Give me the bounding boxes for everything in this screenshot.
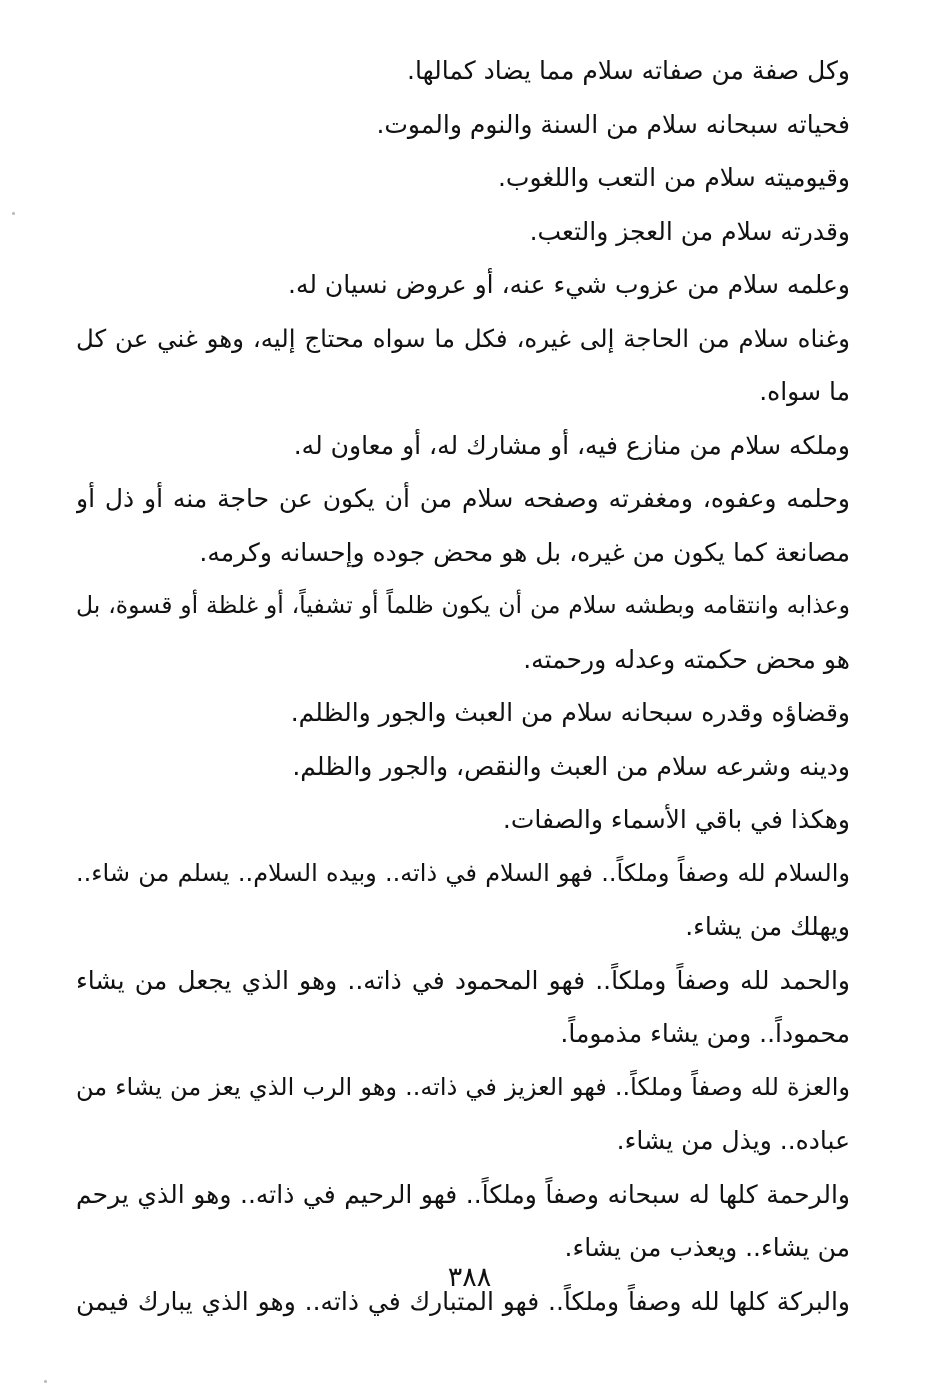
- text-line: ويهلك من يشاء.: [685, 912, 850, 941]
- scan-speck: [12, 212, 15, 215]
- text-line: وكل صفة من صفاته سلام مما يضاد كمالها.: [407, 56, 850, 85]
- text-line: فحياته سبحانه سلام من السنة والنوم والموت.: [376, 109, 850, 139]
- scan-speck: [44, 1380, 47, 1383]
- text-line: وملكه سلام من منازع فيه، أو مشارك له، أو معاون له.: [293, 430, 850, 460]
- text-line: والعزة لله وصفاً وملكاً.. فهو العزيز في ذاته.. وهو الرب الذي يعز من يشاء من: [76, 1072, 850, 1101]
- body-text: [76, 44, 850, 1328]
- text-line: من يشاء.. ويعذب من يشاء.: [564, 1233, 850, 1262]
- text-line: محموداً.. ومن يشاء مذموماً.: [560, 1019, 850, 1048]
- text-line: مصانعة كما يكون من غيره، بل هو محض جوده وإحسانه وكرمه.: [199, 537, 850, 567]
- text-line: والبركة كلها لله وصفاً وملكاً.. فهو المتبارك في ذاته.. وهو الذي يبارك فيمن: [76, 1286, 850, 1316]
- text-line: وحلمه وعفوه، ومغفرته وصفحه سلام من أن يكون عن حاجة منه أو ذل أو: [76, 484, 850, 513]
- text-line: وقدرته سلام من العجز والتعب.: [529, 216, 850, 246]
- text-line: هو محض حكمته وعدله ورحمته.: [523, 644, 850, 674]
- text-line: والرحمة كلها له سبحانه وصفاً وملكاً.. فهو الرحيم في ذاته.. وهو الذي يرحم: [76, 1179, 850, 1209]
- text-line: عباده.. ويذل من يشاء.: [616, 1126, 850, 1155]
- text-line: والسلام لله وصفاً وملكاً.. فهو السلام في ذاته.. وبيده السلام.. يسلم من شاء..: [76, 858, 850, 887]
- text-line: وقضاؤه وقدره سبحانه سلام من العبث والجور والظلم.: [290, 698, 850, 727]
- text-line: وقيوميته سلام من التعب واللغوب.: [497, 163, 850, 192]
- text-line: وغناه سلام من الحاجة إلى غيره، فكل ما سواه محتاج إليه، وهو غني عن كل: [76, 323, 850, 353]
- page-number: ٣٨٨: [447, 1262, 492, 1293]
- text-line: ودينه وشرعه سلام من العبث والنقص، والجور والظلم.: [292, 751, 850, 781]
- text-line: والحمد لله وصفاً وملكاً.. فهو المحمود في ذاته.. وهو الذي يجعل من يشاء: [76, 965, 850, 995]
- text-line: وعلمه سلام من عزوب شيء عنه، أو عروض نسيان له.: [288, 270, 850, 299]
- text-line: وعذابه وانتقامه وبطشه سلام من أن يكون ظلماً أو تشفياً، أو غلظة أو قسوة، بل: [76, 591, 850, 619]
- text-line: وهكذا في باقي الأسماء والصفات.: [502, 805, 850, 834]
- text-line: ما سواه.: [759, 377, 850, 406]
